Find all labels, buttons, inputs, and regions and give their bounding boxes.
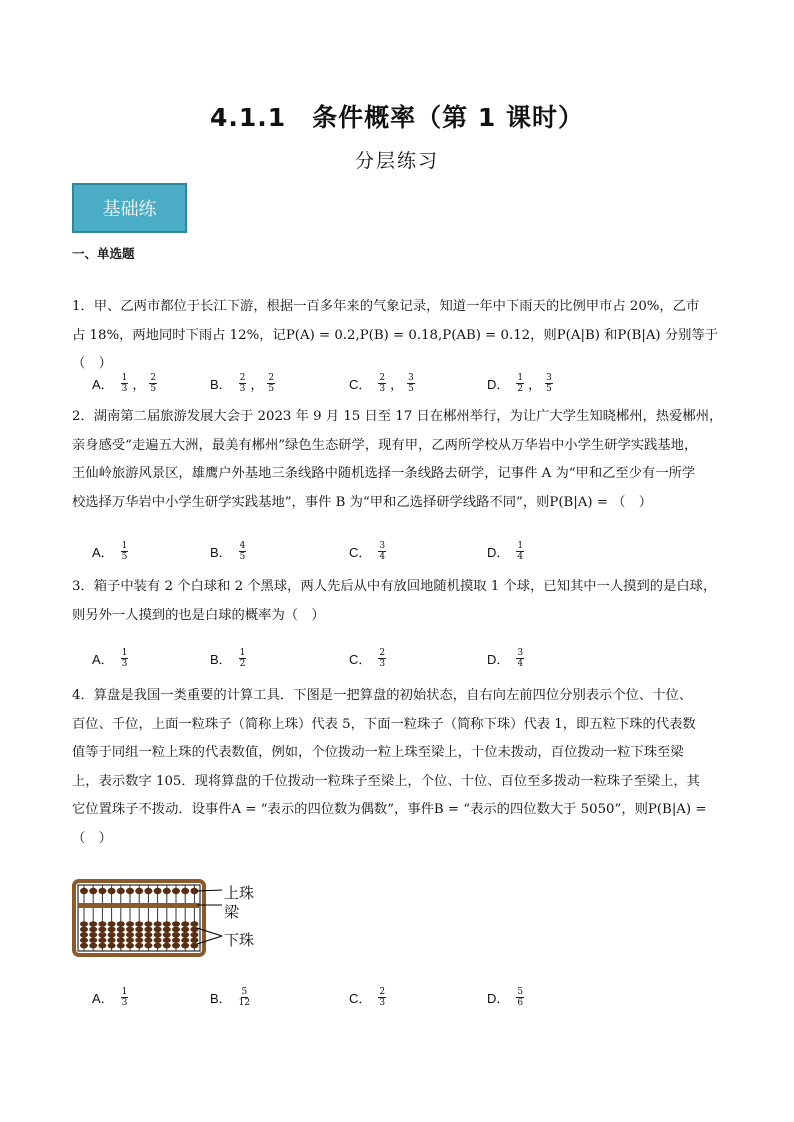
fraction (121, 541, 129, 562)
lower-bead (98, 932, 106, 938)
lower-bead (135, 921, 143, 927)
denominator: 5 (150, 383, 157, 394)
lower-bead (172, 921, 180, 927)
fraction (121, 373, 129, 394)
lower-bead (98, 927, 106, 933)
numerator: 1 (517, 372, 524, 383)
denominator: 4 (517, 551, 524, 562)
upper-bead-label: 上珠 (224, 884, 255, 902)
lower-bead (163, 921, 171, 927)
beam-label: 梁 (224, 903, 240, 921)
lower-bead (89, 921, 97, 927)
fraction (407, 373, 415, 394)
numerator: 3 (379, 540, 386, 551)
fraction (239, 648, 247, 669)
lower-bead (126, 932, 134, 938)
lower-bead (126, 943, 134, 949)
lower-bead (163, 937, 171, 943)
lower-bead (80, 932, 88, 938)
denominator: 5 (268, 383, 275, 394)
option-d (487, 985, 525, 1009)
fraction (149, 373, 157, 394)
option-letter: A． (92, 651, 114, 667)
upper-bead (144, 888, 152, 894)
upper-bead (172, 888, 180, 894)
lower-bead (181, 937, 189, 943)
option-b (210, 646, 247, 670)
lower-bead (163, 932, 171, 938)
separator: ， (390, 377, 404, 393)
upper-bead (117, 888, 125, 894)
option-letter: B． (210, 376, 232, 392)
upper-bead (89, 888, 97, 894)
numerator: 3 (546, 372, 552, 383)
lower-bead (135, 937, 143, 943)
lower-bead (80, 943, 88, 949)
separator: ， (132, 377, 146, 393)
question-line: 3．箱子中装有 2 个白球和 2 个黑球，两人先后从中有放回地随机摸取 1 个球，已知其中一人摸到的是白球， (72, 579, 717, 594)
lower-bead (181, 932, 189, 938)
option-letter: D． (487, 651, 510, 667)
question-line: 占 18%，两地同时下雨占 12%，记P(A) = 0.2,P(B) = 0.18,P(AB) = 0.12，则P(A|B) 和P(B|A) 分别等于 (72, 327, 719, 343)
option-a (92, 539, 129, 563)
lower-bead-label: 下珠 (224, 931, 255, 949)
options-q2 (72, 539, 732, 563)
lower-bead (181, 921, 189, 927)
denominator: 3 (121, 658, 128, 669)
option-c (349, 371, 416, 395)
option-letter: A． (92, 376, 114, 392)
denominator: 3 (379, 658, 386, 669)
separator: ， (250, 377, 264, 393)
option-b (210, 985, 251, 1009)
question-line: 值等于同组一粒上珠的代表数值，例如，个位拨动一粒上珠至梁上，十位未拨动，百位拨动一粒下珠至梁 (72, 745, 684, 760)
option-b (210, 371, 276, 395)
denominator: 2 (517, 383, 524, 394)
lower-pointer-1 (197, 928, 222, 936)
lower-bead (190, 921, 198, 927)
numerator: 2 (379, 372, 386, 383)
lower-bead (181, 943, 189, 949)
options-q3 (72, 646, 732, 670)
numerator: 1 (517, 540, 524, 551)
question-line: 它位置珠子不拨动．设事件A = “表示的四位数为偶数”，事件B = “表示的四位数大于 5050”，则P(B|A) = (72, 802, 707, 817)
numerator: 3 (517, 647, 524, 658)
numerator: 1 (121, 540, 128, 551)
option-d (487, 646, 525, 670)
lower-bead (108, 937, 116, 943)
fraction (378, 373, 386, 394)
fraction (239, 541, 247, 562)
question-line: （ ） (72, 356, 112, 371)
section-heading: 一、单选题 (72, 246, 135, 261)
numerator: 2 (268, 372, 275, 383)
numerator: 2 (379, 647, 386, 658)
option-letter: B． (210, 990, 232, 1006)
options-q4 (72, 985, 732, 1009)
lower-bead (80, 937, 88, 943)
denominator: 5 (121, 551, 128, 562)
lower-bead (108, 927, 116, 933)
upper-bead (98, 888, 106, 894)
lower-bead (135, 927, 143, 933)
numerator: 4 (239, 540, 246, 551)
lower-bead (126, 921, 134, 927)
option-a (92, 646, 129, 670)
fraction (121, 987, 129, 1008)
lower-bead (108, 943, 116, 949)
lower-bead (190, 927, 198, 933)
numerator: 2 (379, 986, 386, 997)
page-title: 4.1.1 条件概率（第 1 课时） (210, 103, 584, 132)
denominator: 3 (379, 997, 386, 1008)
fraction (516, 373, 524, 394)
lower-bead (172, 943, 180, 949)
numerator: 1 (121, 372, 128, 383)
lower-bead (117, 943, 125, 949)
question-line: （ ） (72, 830, 112, 846)
lower-bead (117, 932, 125, 938)
question-line: 1．甲、乙两市都位于长江下游，根据一百多年来的气象记录，知道一年中下雨天的比例甲市占 20%，乙市 (72, 299, 700, 314)
lower-bead (80, 927, 88, 933)
fraction (378, 648, 386, 669)
denominator: 4 (379, 551, 386, 562)
numerator: 1 (121, 647, 128, 658)
question-3 (72, 573, 732, 630)
lower-bead (144, 932, 152, 938)
option-letter: D． (487, 990, 510, 1006)
fraction (545, 373, 553, 394)
denominator: 3 (121, 383, 128, 394)
fraction (121, 648, 129, 669)
lower-bead (172, 927, 180, 933)
option-letter: B． (210, 651, 232, 667)
lower-bead (98, 921, 106, 927)
option-d (487, 371, 554, 395)
upper-bead (108, 888, 116, 894)
lower-bead (98, 943, 106, 949)
question-line: 2．湖南第二届旅游发展大会于 2023 年 9 月 15 日至 17 日在郴州举行，为让广大学生知晓郴州，热爱郴州， (72, 409, 723, 424)
level-badge: 基础练 (72, 183, 187, 233)
abacus-figure (72, 878, 272, 958)
option-letter: D． (487, 544, 510, 560)
lower-bead (190, 937, 198, 943)
option-letter: C． (349, 651, 372, 667)
lower-bead (172, 937, 180, 943)
option-letter: C． (349, 544, 372, 560)
denominator: 6 (517, 997, 524, 1008)
upper-bead (154, 888, 162, 894)
numerator: 2 (239, 372, 246, 383)
lower-bead (126, 937, 134, 943)
lower-bead (80, 921, 88, 927)
option-letter: A． (92, 990, 114, 1006)
lower-bead (98, 937, 106, 943)
denominator: 3 (239, 383, 246, 394)
lower-bead (126, 927, 134, 933)
fraction (239, 373, 247, 394)
fraction (267, 373, 275, 394)
question-line: 上，表示数字 105．现将算盘的千位拨动一粒珠子至梁上，个位、十位、百位至多拨动一粒珠子至梁上，其 (72, 773, 700, 789)
option-c (349, 646, 387, 670)
option-letter: A． (92, 544, 114, 560)
lower-bead (154, 943, 162, 949)
option-a (92, 985, 129, 1009)
lower-bead (117, 921, 125, 927)
lower-bead (89, 937, 97, 943)
option-a (92, 371, 158, 395)
lower-bead (154, 932, 162, 938)
option-letter: B． (210, 544, 232, 560)
lower-bead (135, 943, 143, 949)
abacus-beam (78, 903, 200, 908)
lower-bead (89, 932, 97, 938)
fraction (378, 541, 386, 562)
lower-bead (117, 927, 125, 933)
lower-bead (108, 921, 116, 927)
question-line: 4．算盘是我国一类重要的计算工具．下图是一把算盘的初始状态，自右向左前四位分别表示个位、十位、 (72, 688, 693, 703)
lower-bead (154, 921, 162, 927)
denominator: 4 (517, 658, 524, 669)
lower-bead (144, 921, 152, 927)
upper-bead (163, 888, 171, 894)
denominator: 3 (121, 997, 128, 1008)
option-b (210, 539, 247, 563)
lower-pointer-2 (197, 936, 222, 944)
option-letter: C． (349, 990, 372, 1006)
question-line: 则另外一人摸到的也是白球的概率为（ ） (72, 607, 325, 623)
upper-bead (80, 888, 88, 894)
numerator: 5 (241, 986, 248, 997)
denominator: 2 (239, 658, 246, 669)
lower-bead (117, 937, 125, 943)
page-subtitle: 分层练习 (354, 150, 439, 172)
upper-bead (135, 888, 143, 894)
denominator: 5 (239, 551, 246, 562)
lower-bead (89, 927, 97, 933)
fraction (239, 987, 250, 1008)
lower-bead (190, 932, 198, 938)
fraction (516, 648, 524, 669)
lower-bead (144, 943, 152, 949)
option-letter: C． (349, 376, 372, 392)
fraction (516, 987, 524, 1008)
fraction (516, 541, 524, 562)
lower-bead (172, 932, 180, 938)
question-4 (72, 682, 732, 853)
fraction (378, 987, 386, 1008)
separator: ， (528, 377, 542, 393)
upper-bead (181, 888, 189, 894)
numerator: 1 (121, 986, 128, 997)
question-1 (72, 293, 732, 379)
denominator: 5 (546, 383, 552, 394)
lower-bead (135, 932, 143, 938)
upper-bead (126, 888, 134, 894)
denominator: 12 (238, 997, 251, 1008)
question-line: 百位、千位，上面一粒珠子（简称上珠）代表 5，下面一粒珠子（简称下珠）代表 1，即五粒下珠的代表数 (72, 716, 696, 732)
options-q1 (72, 371, 732, 395)
denominator: 5 (408, 383, 414, 394)
numerator: 1 (239, 647, 246, 658)
lower-bead (154, 937, 162, 943)
numerator: 5 (517, 986, 524, 997)
denominator: 3 (379, 383, 386, 394)
lower-bead (144, 937, 152, 943)
upper-pointer (197, 890, 222, 891)
lower-bead (154, 927, 162, 933)
option-c (349, 985, 387, 1009)
question-line: 亲身感受“走遍五大洲，最美有郴州”绿色生态研学，现有甲，乙两所学校从万华岩中小学生研学实践基地， (72, 437, 698, 453)
lower-bead (181, 927, 189, 933)
numerator: 3 (408, 372, 414, 383)
option-d (487, 539, 525, 563)
option-c (349, 539, 387, 563)
lower-bead (89, 943, 97, 949)
lower-bead (144, 927, 152, 933)
question-line: 王仙岭旅游风景区，雄鹰户外基地三条线路中随机选择一条线路去研学，记事件 A 为“甲和乙至少有一所学 (72, 466, 696, 481)
lower-bead (163, 927, 171, 933)
question-line: 校选择万华岩中小学生研学实践基地”，事件 B 为“甲和乙选择研学线路不同”，则P(B|A) = （ ） (72, 494, 653, 510)
numerator: 2 (150, 372, 157, 383)
lower-bead (163, 943, 171, 949)
question-2 (72, 403, 732, 517)
lower-bead (108, 932, 116, 938)
option-letter: D． (487, 376, 510, 392)
